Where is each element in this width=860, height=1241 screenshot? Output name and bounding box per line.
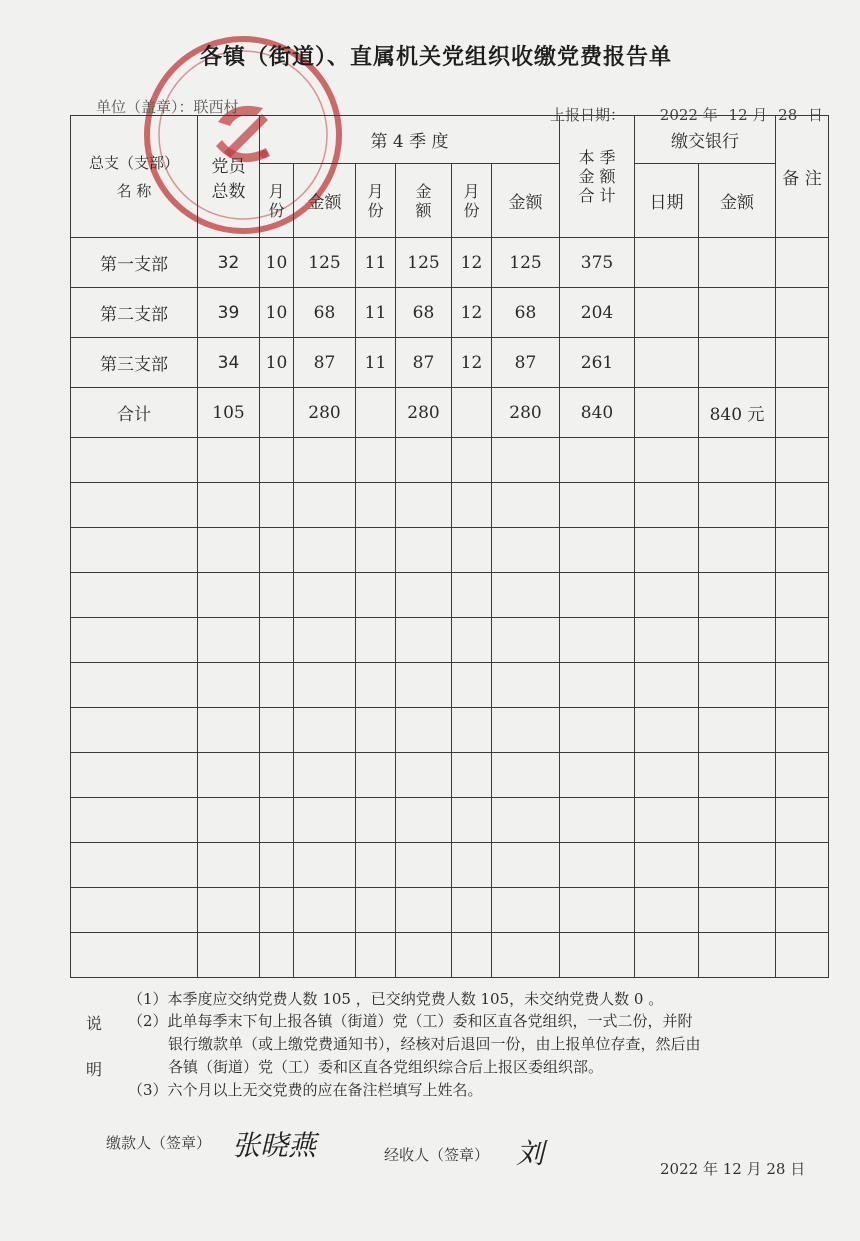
amount-cell: 125 <box>294 238 356 288</box>
empty-cell <box>635 438 699 483</box>
header-month-3-b: 份 <box>463 200 480 220</box>
empty-cell <box>492 573 560 618</box>
empty-cell <box>635 933 699 978</box>
empty-cell <box>492 753 560 798</box>
empty-cell <box>356 933 396 978</box>
amount-cell: 125 <box>396 238 452 288</box>
empty-cell <box>71 618 198 663</box>
payer-signature: 张晓燕 <box>232 1129 317 1162</box>
empty-cell <box>560 798 635 843</box>
empty-cell <box>492 843 560 888</box>
bank-date-cell <box>635 238 699 288</box>
empty-table-row <box>71 618 829 663</box>
header-quarter: 第 4 季 度 <box>260 116 560 164</box>
empty-cell <box>260 798 294 843</box>
empty-cell <box>452 438 492 483</box>
empty-cell <box>294 843 356 888</box>
empty-cell <box>452 573 492 618</box>
empty-cell <box>492 798 560 843</box>
quarter-total-cell: 261 <box>560 338 635 388</box>
empty-cell <box>560 663 635 708</box>
empty-cell <box>356 483 396 528</box>
empty-cell <box>492 618 560 663</box>
empty-cell <box>260 483 294 528</box>
month-cell <box>260 388 294 438</box>
empty-cell <box>699 663 776 708</box>
empty-cell <box>635 708 699 753</box>
amount-cell: 68 <box>396 288 452 338</box>
empty-table-row <box>71 573 829 618</box>
empty-cell <box>452 753 492 798</box>
bank-amount-cell <box>699 238 776 288</box>
empty-cell <box>198 933 260 978</box>
amount-cell: 87 <box>294 338 356 388</box>
empty-rows <box>71 438 829 978</box>
empty-cell <box>294 573 356 618</box>
empty-cell <box>776 438 829 483</box>
empty-cell <box>560 753 635 798</box>
empty-cell <box>356 618 396 663</box>
empty-cell <box>396 618 452 663</box>
empty-cell <box>492 483 560 528</box>
empty-cell <box>198 753 260 798</box>
empty-cell <box>260 933 294 978</box>
empty-cell <box>356 573 396 618</box>
month-cell: 12 <box>452 338 492 388</box>
table-row <box>71 288 829 338</box>
month-cell: 12 <box>452 238 492 288</box>
empty-cell <box>356 708 396 753</box>
amount-cell: 68 <box>492 288 560 338</box>
branch-name-cell: 第三支部 <box>71 338 198 388</box>
empty-cell <box>396 663 452 708</box>
empty-cell <box>396 573 452 618</box>
empty-cell <box>198 663 260 708</box>
header-month-2-b: 份 <box>367 200 384 220</box>
empty-cell <box>260 663 294 708</box>
empty-cell <box>699 933 776 978</box>
month-cell: 10 <box>260 288 294 338</box>
empty-cell <box>560 618 635 663</box>
empty-cell <box>699 888 776 933</box>
empty-cell <box>260 528 294 573</box>
empty-cell <box>198 843 260 888</box>
report-date-label: 上报日期： <box>550 106 626 124</box>
header-amount-2 <box>396 164 452 238</box>
month-cell: 10 <box>260 238 294 288</box>
empty-cell <box>452 933 492 978</box>
empty-cell <box>71 798 198 843</box>
empty-cell <box>635 618 699 663</box>
remark-cell <box>776 338 829 388</box>
empty-table-row <box>71 483 829 528</box>
empty-cell <box>699 528 776 573</box>
empty-cell <box>776 618 829 663</box>
header-member-total-line1: 党员 <box>211 156 246 177</box>
note-item: （2）此单每季末下旬上报各镇（街道）党（工）委和区直各党组织，一式二份，并附 <box>128 1012 693 1030</box>
empty-cell <box>396 708 452 753</box>
empty-cell <box>396 798 452 843</box>
empty-cell <box>294 798 356 843</box>
quarter-total-cell: 375 <box>560 238 635 288</box>
empty-cell <box>776 933 829 978</box>
notes-label-1: 说 <box>86 1014 103 1033</box>
empty-cell <box>699 483 776 528</box>
amount-cell: 87 <box>396 338 452 388</box>
table-row <box>71 238 829 288</box>
empty-cell <box>294 483 356 528</box>
header-quarter-total <box>560 116 635 238</box>
header-quarter-total-line1: 本 季 <box>578 148 616 167</box>
empty-table-row <box>71 663 829 708</box>
empty-cell <box>560 933 635 978</box>
header-month-3-a: 月 <box>463 181 480 201</box>
empty-table-row <box>71 528 829 573</box>
empty-cell <box>260 753 294 798</box>
branch-name-cell: 合计 <box>71 388 198 438</box>
empty-cell <box>699 843 776 888</box>
report-date-year: 2022 年 <box>659 106 718 124</box>
empty-cell <box>776 798 829 843</box>
empty-cell <box>260 438 294 483</box>
amount-cell: 280 <box>492 388 560 438</box>
empty-cell <box>699 618 776 663</box>
header-bank: 缴交银行 <box>635 116 776 164</box>
notes-label-2: 明 <box>86 1060 103 1079</box>
month-cell: 10 <box>260 338 294 388</box>
empty-cell <box>776 663 829 708</box>
page-title: 各镇（街道）、直属机关党组织收缴党费报告单 <box>200 45 673 70</box>
empty-cell <box>492 888 560 933</box>
empty-cell <box>260 708 294 753</box>
empty-cell <box>452 888 492 933</box>
empty-cell <box>699 798 776 843</box>
bank-date-cell <box>635 288 699 338</box>
month-cell <box>452 388 492 438</box>
empty-cell <box>294 753 356 798</box>
member-count-cell: 39 <box>198 288 260 338</box>
header-month-2-a: 月 <box>367 181 384 201</box>
empty-cell <box>776 753 829 798</box>
empty-cell <box>776 573 829 618</box>
empty-cell <box>294 933 356 978</box>
header-month-3 <box>452 164 492 238</box>
report-date-day: 28 <box>778 106 798 124</box>
header-month-1 <box>260 164 294 238</box>
empty-cell <box>396 438 452 483</box>
empty-cell <box>492 933 560 978</box>
empty-cell <box>452 708 492 753</box>
empty-cell <box>294 528 356 573</box>
empty-cell <box>356 798 396 843</box>
empty-cell <box>294 618 356 663</box>
header-bank-date: 日期 <box>635 164 699 238</box>
empty-cell <box>71 573 198 618</box>
empty-cell <box>776 843 829 888</box>
empty-cell <box>635 798 699 843</box>
empty-cell <box>635 888 699 933</box>
header-amount-1: 金额 <box>294 164 356 238</box>
note-item: （1）本季度应交纳党费人数 105 ，已交纳党费人数 105，未交纳党费人数 0 。 <box>128 990 664 1008</box>
empty-cell <box>560 573 635 618</box>
empty-cell <box>776 528 829 573</box>
empty-cell <box>198 528 260 573</box>
empty-cell <box>396 753 452 798</box>
empty-cell <box>71 528 198 573</box>
header-member-total-line2: 总数 <box>211 181 246 202</box>
header-amount-2-a: 金 <box>415 181 432 201</box>
empty-cell <box>294 708 356 753</box>
empty-cell <box>492 528 560 573</box>
header-quarter-total-line2: 金 额 <box>578 167 616 186</box>
empty-cell <box>294 888 356 933</box>
empty-cell <box>492 708 560 753</box>
amount-cell: 87 <box>492 338 560 388</box>
empty-cell <box>294 438 356 483</box>
header-branch-name-line2: 名 称 <box>116 181 152 200</box>
empty-cell <box>452 483 492 528</box>
month-cell: 11 <box>356 338 396 388</box>
branch-name-cell: 第二支部 <box>71 288 198 338</box>
empty-cell <box>396 483 452 528</box>
empty-cell <box>699 573 776 618</box>
empty-cell <box>198 888 260 933</box>
report-date-day-unit: 日 <box>808 106 824 124</box>
amount-cell: 68 <box>294 288 356 338</box>
receiver-label: 经收人（签章） <box>384 1146 490 1164</box>
bank-date-cell <box>635 338 699 388</box>
amount-cell: 125 <box>492 238 560 288</box>
header-month-2 <box>356 164 396 238</box>
empty-cell <box>71 753 198 798</box>
empty-cell <box>260 843 294 888</box>
member-count-cell: 32 <box>198 238 260 288</box>
header-branch-name-line1: 总支（支部） <box>88 153 179 172</box>
header-month-1-b: 份 <box>268 200 285 220</box>
empty-cell <box>356 663 396 708</box>
note-item: （3）六个月以上无交党费的应在备注栏填写上姓名。 <box>128 1081 483 1099</box>
empty-cell <box>198 708 260 753</box>
empty-cell <box>71 933 198 978</box>
empty-cell <box>452 528 492 573</box>
table-row <box>71 338 829 388</box>
empty-cell <box>776 888 829 933</box>
bank-amount-cell <box>699 338 776 388</box>
empty-cell <box>260 888 294 933</box>
header-month-1-a: 月 <box>268 181 285 201</box>
empty-cell <box>560 708 635 753</box>
branch-name-cell: 第一支部 <box>71 238 198 288</box>
empty-cell <box>71 843 198 888</box>
empty-cell <box>71 708 198 753</box>
bank-date-cell <box>635 388 699 438</box>
header-remarks: 备 注 <box>776 116 829 238</box>
remark-cell <box>776 238 829 288</box>
empty-cell <box>396 933 452 978</box>
empty-cell <box>635 483 699 528</box>
signature-section <box>0 1120 860 1190</box>
empty-cell <box>294 663 356 708</box>
empty-cell <box>635 573 699 618</box>
empty-cell <box>635 753 699 798</box>
empty-cell <box>198 483 260 528</box>
amount-cell: 280 <box>396 388 452 438</box>
empty-cell <box>452 843 492 888</box>
header-amount-2-b: 额 <box>415 200 432 220</box>
empty-cell <box>396 528 452 573</box>
empty-cell <box>356 843 396 888</box>
empty-table-row <box>71 933 829 978</box>
month-cell: 11 <box>356 288 396 338</box>
note-item: 银行缴款单（或上缴党费通知书），经核对后退回一份，由上报单位存查，然后由 <box>168 1035 701 1053</box>
empty-cell <box>198 618 260 663</box>
empty-cell <box>699 438 776 483</box>
empty-cell <box>635 843 699 888</box>
empty-cell <box>198 438 260 483</box>
amount-cell: 280 <box>294 388 356 438</box>
empty-cell <box>776 483 829 528</box>
empty-cell <box>699 708 776 753</box>
empty-cell <box>452 798 492 843</box>
empty-cell <box>71 438 198 483</box>
month-cell: 11 <box>356 238 396 288</box>
empty-table-row <box>71 753 829 798</box>
empty-cell <box>198 798 260 843</box>
empty-cell <box>699 753 776 798</box>
empty-cell <box>356 528 396 573</box>
empty-cell <box>452 618 492 663</box>
empty-cell <box>198 573 260 618</box>
empty-cell <box>492 438 560 483</box>
sign-date: 2022 年 12 月 28 日 <box>660 1160 806 1178</box>
empty-cell <box>635 663 699 708</box>
empty-cell <box>396 888 452 933</box>
empty-cell <box>776 708 829 753</box>
report-date-month: 12 月 <box>728 106 768 124</box>
empty-table-row <box>71 888 829 933</box>
empty-cell <box>356 753 396 798</box>
empty-cell <box>71 888 198 933</box>
note-item: 各镇（街道）党（工）委和区直各党组织综合后上报区委组织部。 <box>168 1058 604 1076</box>
unit-value: 联西村 <box>193 98 239 116</box>
empty-cell <box>560 888 635 933</box>
receiver-signature: 刘 <box>516 1137 545 1170</box>
empty-cell <box>356 438 396 483</box>
empty-table-row <box>71 843 829 888</box>
empty-cell <box>71 663 198 708</box>
header-quarter-total-line3: 合 计 <box>578 186 616 205</box>
month-cell: 12 <box>452 288 492 338</box>
empty-table-row <box>71 438 829 483</box>
header-bank-amount: 金额 <box>699 164 776 238</box>
empty-cell <box>560 528 635 573</box>
quarter-total-cell: 204 <box>560 288 635 338</box>
header-member-total <box>198 116 260 238</box>
quarter-total-cell: 840 <box>560 388 635 438</box>
empty-table-row <box>71 798 829 843</box>
unit-label: 单位（盖章）： <box>96 98 194 116</box>
month-cell <box>356 388 396 438</box>
bank-amount-cell: 840 元 <box>699 388 776 438</box>
remark-cell <box>776 388 829 438</box>
header-amount-3: 金额 <box>492 164 560 238</box>
empty-cell <box>492 663 560 708</box>
empty-cell <box>560 438 635 483</box>
member-count-cell: 105 <box>198 388 260 438</box>
empty-cell <box>260 618 294 663</box>
remark-cell <box>776 288 829 338</box>
empty-cell <box>452 663 492 708</box>
empty-cell <box>560 843 635 888</box>
bank-amount-cell <box>699 288 776 338</box>
header-branch-name <box>71 116 198 238</box>
empty-cell <box>635 528 699 573</box>
unit-line <box>96 96 239 117</box>
empty-cell <box>71 483 198 528</box>
empty-cell <box>560 483 635 528</box>
member-count-cell: 34 <box>198 338 260 388</box>
empty-cell <box>356 888 396 933</box>
empty-cell <box>396 843 452 888</box>
table-row-total <box>71 388 829 438</box>
empty-table-row <box>71 708 829 753</box>
payer-label: 缴款人（签章） <box>106 1134 212 1152</box>
empty-cell <box>260 573 294 618</box>
dues-report-table <box>70 115 829 978</box>
